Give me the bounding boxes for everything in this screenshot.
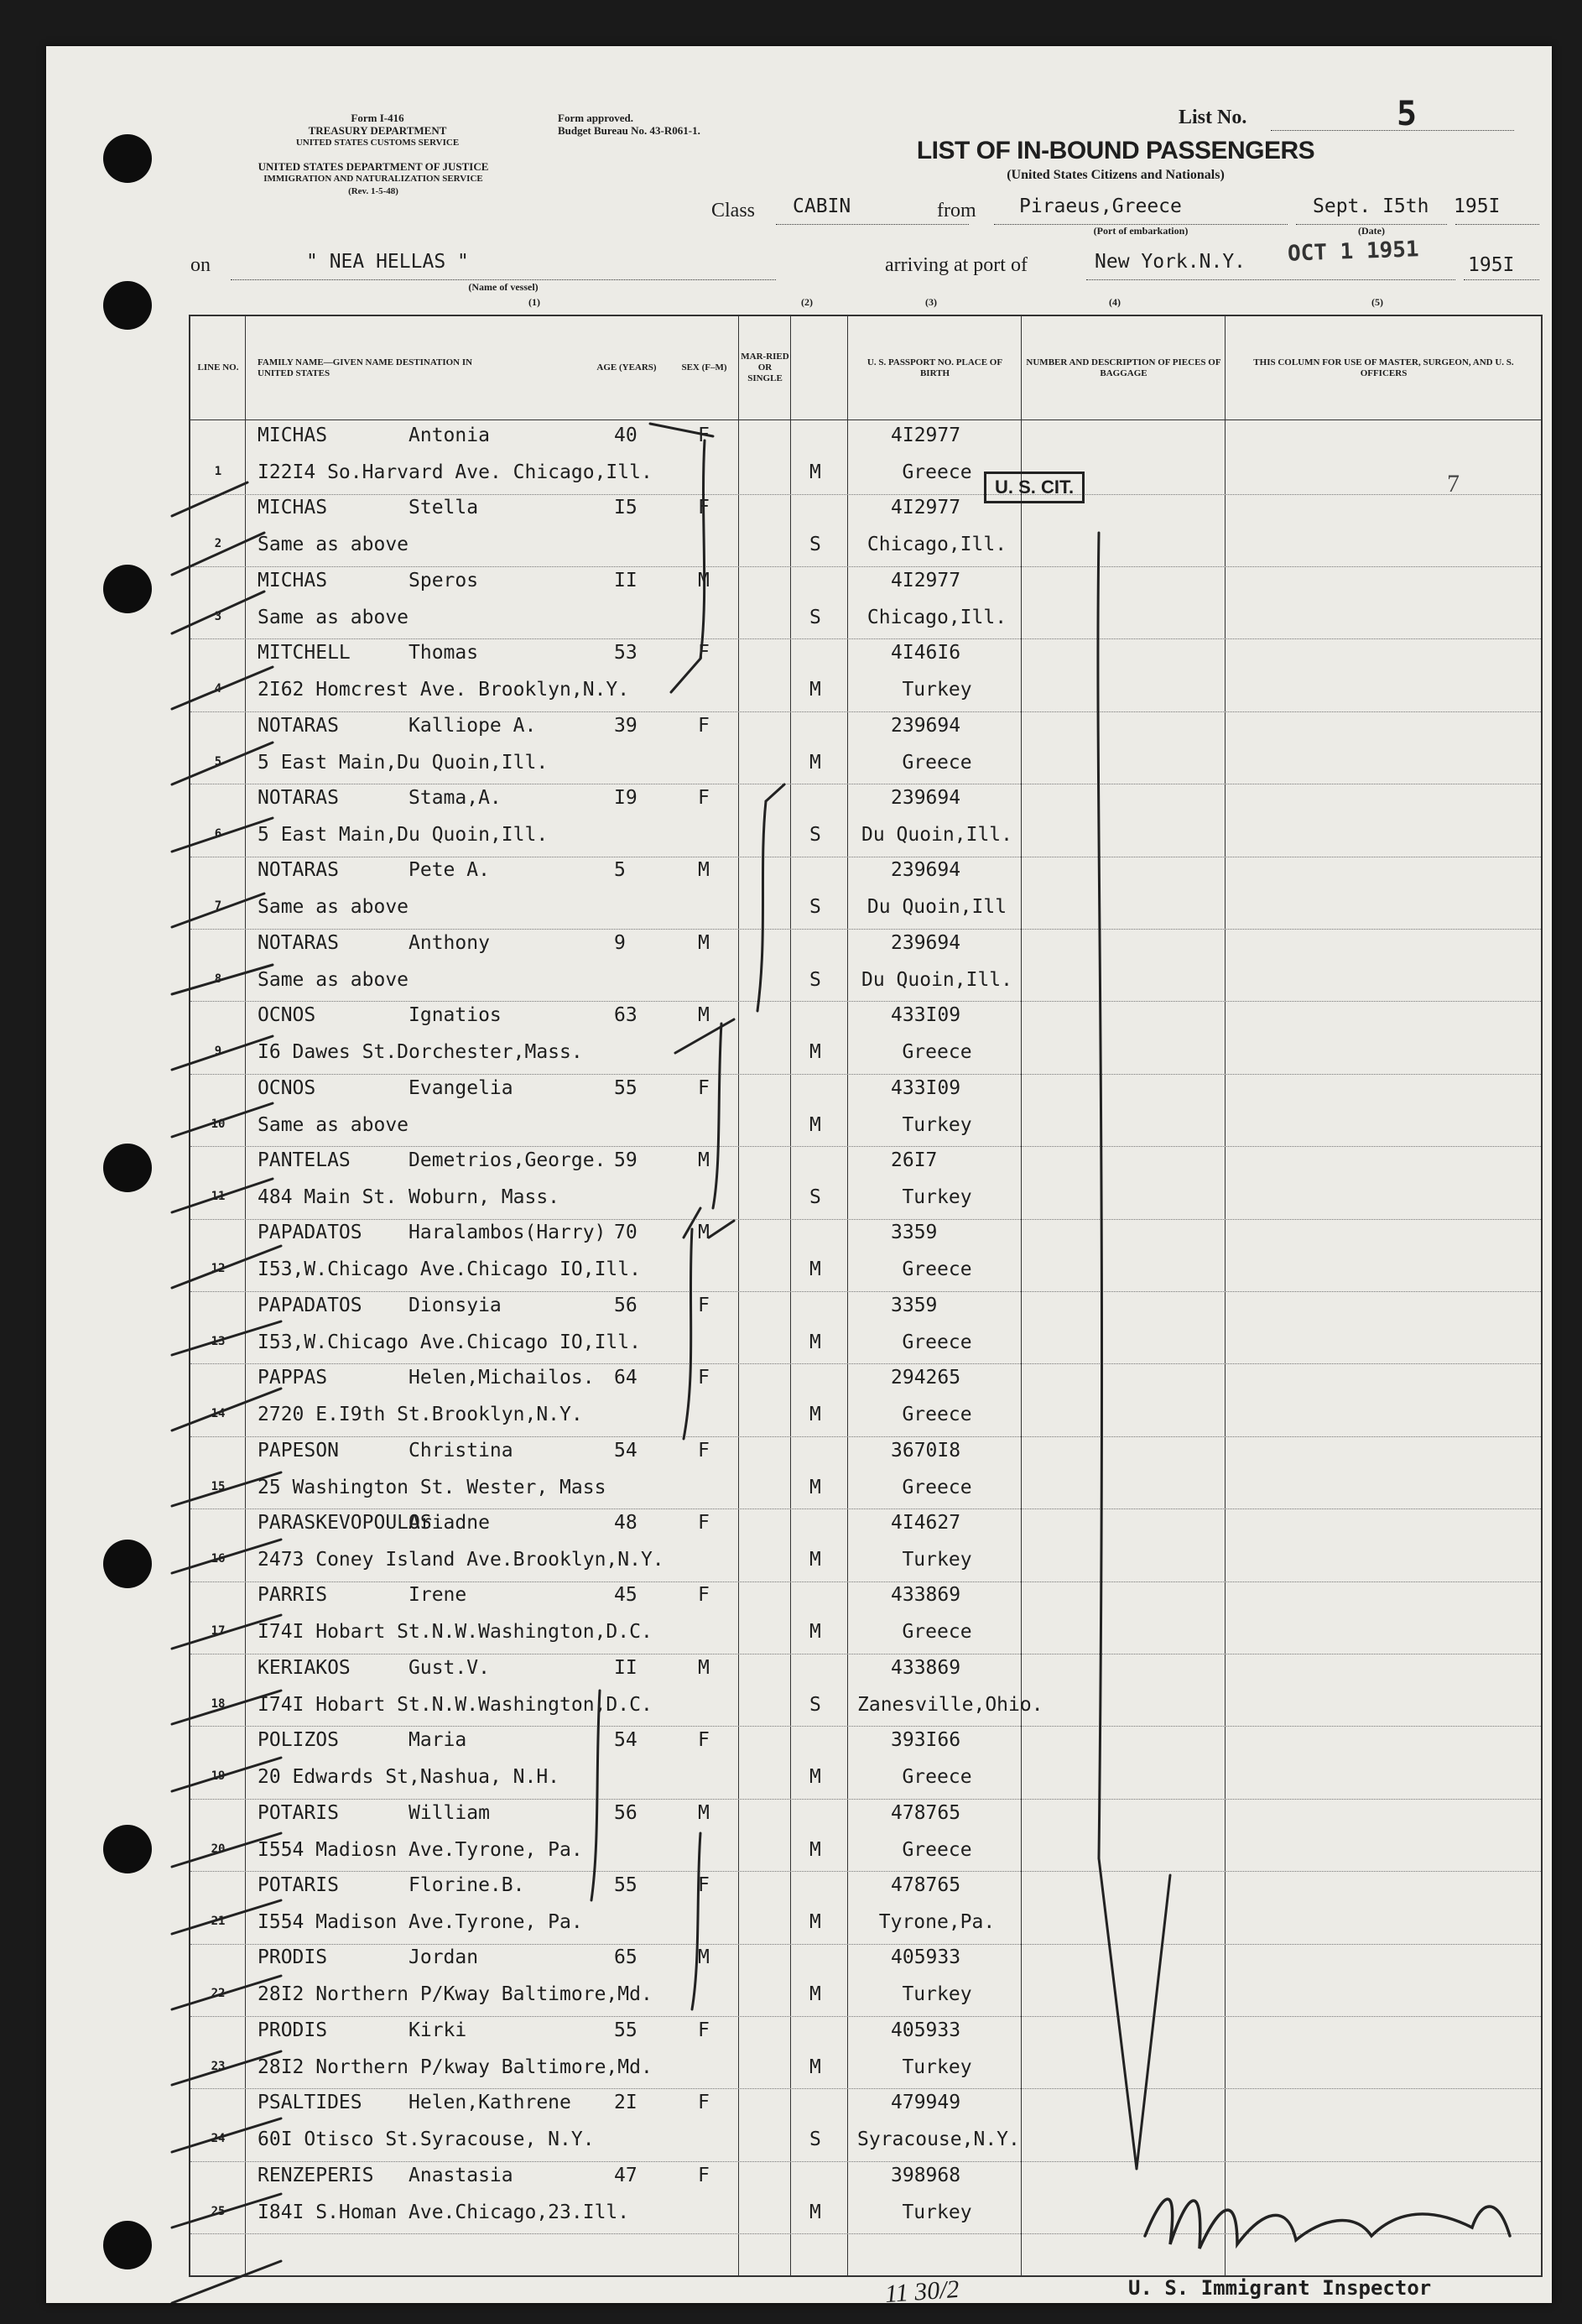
given-name: Gust.V.	[409, 1656, 490, 1679]
passport-number: 3359	[891, 1222, 938, 1244]
line-number: 18	[211, 1696, 226, 1711]
age: 56	[614, 1294, 637, 1316]
destination: Same as above	[258, 968, 409, 991]
destination: I84I S.Homan Ave.Chicago,23.Ill.	[258, 2201, 630, 2223]
given-name: Helen,Michailos.	[409, 1367, 595, 1389]
sex: M	[698, 1004, 710, 1027]
given-name: Ariadne	[409, 1512, 490, 1534]
place-of-birth: Tyrone,Pa.	[878, 1911, 996, 1933]
place-of-birth: Greece	[902, 1838, 972, 1861]
col-header-line: LINE NO.	[197, 362, 239, 373]
passport-number: 398968	[891, 2164, 961, 2186]
line-number: 11	[211, 1190, 226, 1203]
sex: M	[698, 931, 710, 954]
embarkation-date: Sept. I5th	[1313, 195, 1429, 217]
marital-status: M	[809, 461, 821, 483]
class-value: CABIN	[793, 195, 851, 217]
place-of-birth: Syracouse,N.Y.	[857, 2129, 1020, 2151]
destination: 20 Edwards St,Nashua, N.H.	[258, 1766, 560, 1789]
family-name: MICHAS	[258, 569, 328, 591]
given-name: Anastasia	[409, 2164, 513, 2186]
age: 70	[614, 1222, 637, 1244]
passport-number: 4I46I6	[891, 642, 961, 664]
given-name: Ignatios	[409, 1004, 502, 1027]
sex: M	[698, 1946, 710, 1969]
given-name: Helen,Kathrene	[409, 2092, 571, 2114]
page-title: LIST OF IN-BOUND PASSENGERS	[916, 137, 1315, 164]
given-name: Stella	[409, 497, 479, 519]
place-of-birth: Greece	[902, 461, 972, 483]
passport-number: 239694	[891, 787, 961, 809]
passport-number: 3359	[891, 1294, 938, 1316]
sex: F	[698, 1076, 710, 1099]
age: I9	[614, 787, 637, 809]
passport-number: 239694	[891, 714, 961, 737]
place-of-birth: Greece	[902, 1258, 972, 1281]
sex: F	[698, 1367, 710, 1389]
marital-status: S	[809, 2129, 821, 2151]
destination: Same as above	[258, 896, 409, 919]
form-number: Form I-416	[351, 112, 404, 124]
line-number: 7	[214, 899, 222, 914]
place-of-birth: Turkey	[902, 2056, 972, 2078]
line-number: 9	[214, 1045, 222, 1059]
family-name: POLIZOS	[258, 1729, 339, 1752]
marital-status: S	[809, 968, 821, 991]
line-number: 24	[211, 2132, 226, 2146]
given-name: Jordan	[409, 1946, 479, 1969]
age: I5	[614, 497, 637, 519]
age: 39	[614, 714, 637, 737]
marital-status: M	[809, 751, 821, 774]
destination: I22I4 So.Harvard Ave. Chicago,Ill.	[258, 461, 653, 483]
family-name: POTARIS	[258, 1874, 339, 1896]
marital-status: M	[809, 1911, 821, 1933]
place-of-birth: Chicago,Ill.	[866, 534, 1007, 556]
line-number: 22	[211, 1987, 226, 2001]
given-name: Haralambos(Harry)	[409, 1222, 606, 1244]
col-header-age: AGE (YEARS)	[596, 362, 657, 373]
sex: M	[698, 1801, 710, 1824]
passport-number: 4I2977	[891, 569, 961, 591]
destination: I53,W.Chicago Ave.Chicago IO,Ill.	[258, 1331, 641, 1353]
list-number-label: List No.	[1179, 107, 1247, 128]
age: II	[614, 1656, 637, 1679]
treasury-department: TREASURY DEPARTMENT	[308, 124, 447, 137]
line-number: 14	[211, 1407, 226, 1421]
family-name: NOTARAS	[258, 931, 339, 954]
passport-number: 405933	[891, 2019, 961, 2041]
department-of-justice: UNITED STATES DEPARTMENT OF JUSTICE	[258, 160, 489, 173]
marital-status: S	[809, 534, 821, 556]
place-of-birth: Du Quoin,Ill.	[861, 968, 1012, 991]
form-approved: Form approved.	[558, 112, 634, 124]
destination: Same as above	[258, 534, 409, 556]
marital-status: M	[809, 1621, 821, 1644]
page-subtitle: (United States Citizens and Nationals)	[1007, 168, 1225, 182]
sex: M	[698, 1149, 710, 1171]
column-number: (4)	[1109, 296, 1121, 308]
family-name: MITCHELL	[258, 642, 351, 664]
marital-status: S	[809, 896, 821, 919]
sex: M	[698, 1222, 710, 1244]
age: 59	[614, 1149, 637, 1171]
age: 45	[614, 1584, 637, 1607]
marital-status: M	[809, 1476, 821, 1498]
sex: M	[698, 1656, 710, 1679]
column-number: (3)	[925, 296, 937, 308]
destination: 28I2 Northern P/Kway Baltimore,Md.	[258, 1983, 653, 2006]
destination: I74I Hobart St.N.W.Washington,D.C.	[258, 1693, 653, 1716]
line-number: 4	[214, 682, 222, 696]
destination: I554 Madison Ave.Tyrone, Pa.	[258, 1911, 583, 1933]
sex: F	[698, 1439, 710, 1462]
destination: 2473 Coney Island Ave.Brooklyn,N.Y.	[258, 1549, 664, 1571]
given-name: Irene	[409, 1584, 467, 1607]
marital-status: M	[809, 1838, 821, 1861]
passport-number: 393I66	[891, 1729, 961, 1752]
column-number: (1)	[528, 296, 540, 308]
line-number: 15	[211, 1479, 226, 1493]
sex: F	[698, 787, 710, 809]
age: 56	[614, 1801, 637, 1824]
sex: F	[698, 1729, 710, 1752]
col-header-baggage: NUMBER AND DESCRIPTION OF PIECES OF BAGGAGE	[1026, 357, 1221, 378]
family-name: PARRIS	[258, 1584, 328, 1607]
marital-status: M	[809, 1331, 821, 1353]
age: 64	[614, 1367, 637, 1389]
destination: 5 East Main,Du Quoin,Ill.	[258, 751, 549, 774]
given-name: Anthony	[409, 931, 490, 954]
destination: I53,W.Chicago Ave.Chicago IO,Ill.	[258, 1258, 641, 1281]
marital-status: S	[809, 824, 821, 846]
passport-number: 239694	[891, 859, 961, 882]
place-of-birth: Turkey	[902, 1549, 972, 1571]
age: 9	[614, 931, 626, 954]
age: 53	[614, 642, 637, 664]
sex: F	[698, 714, 710, 737]
line-number: 16	[211, 1552, 226, 1566]
place-of-birth: Turkey	[902, 2201, 972, 2223]
on-label: on	[190, 254, 211, 276]
place-of-birth: Greece	[902, 1476, 972, 1498]
line-number: 1	[214, 465, 222, 478]
family-name: RENZEPERIS	[258, 2164, 374, 2186]
family-name: PAPESON	[258, 1439, 339, 1462]
marital-status: S	[809, 1186, 821, 1208]
sex: F	[698, 2019, 710, 2041]
col-header-sex: SEX (F–M)	[681, 362, 727, 373]
line-number: 21	[211, 1915, 226, 1928]
line-number: 19	[211, 1769, 226, 1784]
place-of-birth: Du Quoin,Ill	[866, 896, 1007, 919]
age: 65	[614, 1946, 637, 1969]
budget-bureau: Budget Bureau No. 43-R061-1.	[558, 124, 700, 137]
place-of-birth: Turkey	[902, 1983, 972, 2006]
arrival-date-stamp: OCT 1 1951	[1287, 237, 1420, 267]
given-name: Thomas	[409, 642, 479, 664]
port-caption: (Port of embarkation)	[1093, 225, 1189, 237]
destination: 484 Main St. Woburn, Mass.	[258, 1186, 560, 1208]
ins-service: IMMIGRATION AND NATURALIZATION SERVICE	[263, 174, 483, 184]
column-number: (2)	[801, 296, 813, 308]
destination: 5 East Main,Du Quoin,Ill.	[258, 824, 549, 846]
passport-number: 4I4627	[891, 1512, 961, 1534]
marital-status: M	[809, 2056, 821, 2078]
marital-status: S	[809, 606, 821, 628]
us-citizen-stamp: U. S. CIT.	[984, 472, 1085, 503]
sex: F	[698, 1584, 710, 1607]
revision: (Rev. 1-5-48)	[348, 186, 398, 196]
place-of-birth: Greece	[902, 1041, 972, 1064]
passport-number: 239694	[891, 931, 961, 954]
passenger-list-page	[46, 46, 1552, 2309]
inspector-label: U. S. Immigrant Inspector	[1128, 2276, 1432, 2300]
place-of-birth: Greece	[902, 1766, 972, 1789]
given-name: Florine.B.	[409, 1874, 525, 1896]
given-name: Christina	[409, 1439, 513, 1462]
place-of-birth: Zanesville,Ohio.	[857, 1693, 1043, 1716]
family-name: NOTARAS	[258, 787, 339, 809]
passport-number: 405933	[891, 1946, 961, 1969]
age: 47	[614, 2164, 637, 2186]
col-header-name: FAMILY NAME—GIVEN NAME DESTINATION IN UNITED STATES	[258, 357, 473, 378]
marital-status: M	[809, 1113, 821, 1136]
destination: Same as above	[258, 606, 409, 628]
sex: M	[698, 859, 710, 882]
port-of-embarkation: Piraeus,Greece	[1019, 195, 1182, 217]
class-label: Class	[711, 200, 756, 221]
family-name: MICHAS	[258, 425, 328, 446]
passport-number: 294265	[891, 1367, 961, 1389]
sex: F	[698, 497, 710, 519]
destination: 2720 E.I9th St.Brooklyn,N.Y.	[258, 1404, 583, 1426]
marital-status: M	[809, 2201, 821, 2223]
line-number: 10	[211, 1117, 226, 1131]
age: 55	[614, 1076, 637, 1099]
age: 55	[614, 2019, 637, 2041]
marital-status: S	[809, 1693, 821, 1716]
line-number: 8	[214, 972, 222, 986]
age: 40	[614, 425, 637, 446]
place-of-birth: Greece	[902, 1621, 972, 1644]
passport-number: 26I7	[891, 1149, 938, 1171]
column-number: (5)	[1371, 296, 1383, 308]
family-name: PRODIS	[258, 1946, 328, 1969]
given-name: Kalliope A.	[409, 714, 537, 737]
given-name: Maria	[409, 1729, 467, 1752]
customs-service: UNITED STATES CUSTOMS SERVICE	[295, 138, 460, 148]
place-of-birth: Turkey	[902, 1186, 972, 1208]
handwritten-check-marks	[46, 46, 1552, 2303]
line-number: 12	[211, 1262, 226, 1276]
destination: 2I62 Homcrest Ave. Brooklyn,N.Y.	[258, 679, 630, 701]
passport-number: 433I09	[891, 1004, 961, 1027]
passport-number: 433869	[891, 1584, 961, 1607]
from-label: from	[937, 200, 976, 221]
sex: M	[698, 569, 710, 591]
age: 54	[614, 1729, 637, 1752]
list-number: 5	[1397, 95, 1418, 133]
place-of-birth: Greece	[902, 1404, 972, 1426]
family-name: NOTARAS	[258, 859, 339, 882]
given-name: Kirki	[409, 2019, 467, 2041]
family-name: NOTARAS	[258, 714, 339, 737]
age: 48	[614, 1512, 637, 1534]
destination: I6 Dawes St.Dorchester,Mass.	[258, 1041, 583, 1064]
family-name: OCNOS	[258, 1004, 316, 1027]
marital-status: M	[809, 679, 821, 701]
given-name: Demetrios,George.	[409, 1149, 606, 1171]
place-of-birth: Greece	[902, 1331, 972, 1353]
place-of-birth: Chicago,Ill.	[866, 606, 1007, 628]
age: 55	[614, 1874, 637, 1896]
destination: I74I Hobart St.N.W.Washington,D.C.	[258, 1621, 653, 1644]
marital-status: M	[809, 1404, 821, 1426]
given-name: Pete A.	[409, 859, 490, 882]
destination: 25 Washington St. Wester, Mass	[258, 1476, 606, 1498]
destination: 28I2 Northern P/kway Baltimore,Md.	[258, 2056, 653, 2078]
passport-number: 433869	[891, 1656, 961, 1679]
arriving-label: arriving at port of	[885, 254, 1028, 276]
given-name: Dionsyia	[409, 1294, 502, 1316]
line-number: 3	[214, 609, 222, 623]
given-name: Stama,A.	[409, 787, 502, 809]
marital-status: M	[809, 1549, 821, 1571]
family-name: PARASKEVOPOULOS	[258, 1512, 432, 1534]
family-name: POTARIS	[258, 1801, 339, 1824]
vessel-name: " NEA HELLAS "	[306, 251, 469, 273]
family-name: PAPADATOS	[258, 1294, 362, 1316]
passport-number: 4I2977	[891, 497, 961, 519]
place-of-birth: Turkey	[902, 679, 972, 701]
sex: F	[698, 642, 710, 664]
line-number: 25	[211, 2204, 226, 2218]
family-name: PAPPAS	[258, 1367, 328, 1389]
passport-number: 478765	[891, 1801, 961, 1824]
tally-mark: 11 30/2	[883, 2274, 960, 2309]
sex: F	[698, 1512, 710, 1534]
passport-number: 4I2977	[891, 425, 961, 446]
line-number: 20	[211, 1842, 226, 1856]
arrival-year: 195I	[1468, 254, 1515, 276]
family-name: MICHAS	[258, 497, 328, 519]
marital-status: M	[809, 1766, 821, 1789]
sex: F	[698, 2092, 710, 2114]
passport-number: 3670I8	[891, 1439, 961, 1462]
place-of-birth: Du Quoin,Ill.	[861, 824, 1012, 846]
vessel-caption: (Name of vessel)	[468, 281, 539, 293]
destination: Same as above	[258, 1113, 409, 1136]
sex: F	[698, 2164, 710, 2186]
line-number: 23	[211, 2059, 226, 2073]
given-name: William	[409, 1801, 490, 1824]
line-number: 2	[214, 537, 222, 551]
age: 63	[614, 1004, 637, 1027]
age: 2I	[614, 2092, 637, 2114]
marital-status: M	[809, 1041, 821, 1064]
age: 5	[614, 859, 626, 882]
line-number: 6	[214, 827, 222, 841]
destination: 60I Otisco St.Syracouse, N.Y.	[258, 2129, 595, 2151]
family-name: PANTELAS	[258, 1149, 351, 1171]
destination: I554 Madiosn Ave.Tyrone, Pa.	[258, 1838, 583, 1861]
family-name: OCNOS	[258, 1076, 316, 1099]
passport-number: 479949	[891, 2092, 961, 2114]
embarkation-year: 195I	[1454, 195, 1501, 217]
given-name: Evangelia	[409, 1076, 513, 1099]
marital-status: M	[809, 1258, 821, 1281]
age: II	[614, 569, 637, 591]
place-of-birth: Turkey	[902, 1113, 972, 1136]
family-name: PSALTIDES	[258, 2092, 362, 2114]
line-number: 13	[211, 1334, 226, 1348]
family-name: KERIAKOS	[258, 1656, 351, 1679]
line-number: 5	[214, 754, 222, 769]
passport-number: 478765	[891, 1874, 961, 1896]
date-caption: (Date)	[1358, 225, 1385, 237]
arrival-port: New York.N.Y.	[1095, 251, 1246, 273]
passport-number: 433I09	[891, 1076, 961, 1099]
col-header-passport: U. S. PASSPORT NO. PLACE OF BIRTH	[866, 357, 1003, 378]
age: 54	[614, 1439, 637, 1462]
marital-status: M	[809, 1983, 821, 2006]
col-header-officers: THIS COLUMN FOR USE OF MASTER, SURGEON, AND U. S. OFFICERS	[1253, 357, 1514, 378]
officer-mark: 7	[1447, 470, 1460, 498]
given-name: Antonia	[409, 425, 490, 446]
sex: F	[698, 425, 710, 446]
sex: F	[698, 1874, 710, 1896]
family-name: PRODIS	[258, 2019, 328, 2041]
line-number: 17	[211, 1624, 226, 1639]
family-name: PAPADATOS	[258, 1222, 362, 1244]
col-header-married: MAR-RIED OR SINGLE	[741, 352, 789, 383]
sex: F	[698, 1294, 710, 1316]
place-of-birth: Greece	[902, 751, 972, 774]
given-name: Speros	[409, 569, 479, 591]
